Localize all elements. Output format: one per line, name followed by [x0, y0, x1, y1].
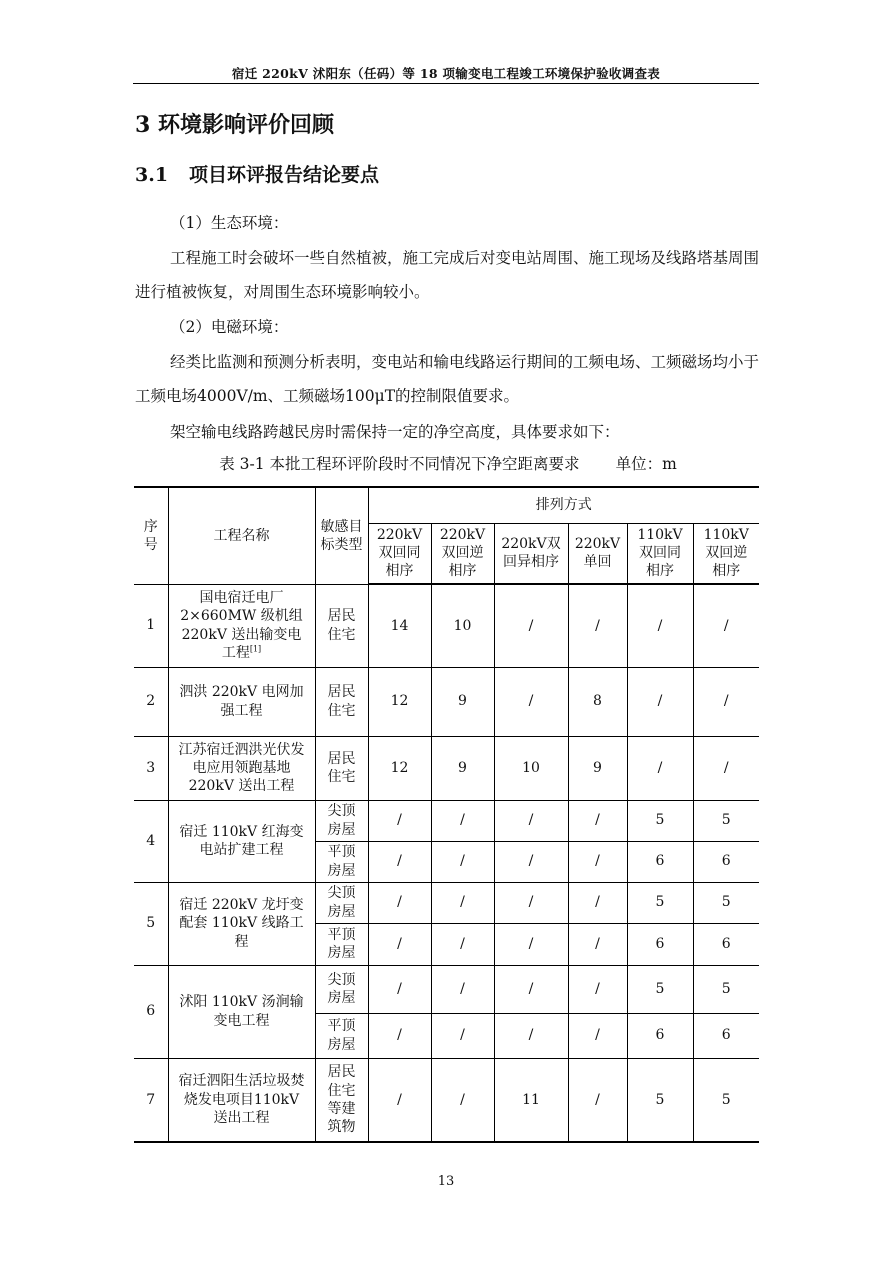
- row-no: 3: [134, 736, 168, 800]
- table-row: [134, 882, 759, 923]
- table-unit: 单位：m: [615, 455, 677, 473]
- row-value-cell: /: [494, 584, 568, 667]
- table-caption: [135, 452, 761, 474]
- project-name-text: 沭阳 110kV 汤涧输变电工程: [179, 994, 304, 1029]
- row-value-cell: 8: [568, 667, 627, 736]
- row-value-cell: 5: [693, 1058, 759, 1142]
- row-value-cell: 5: [627, 1058, 693, 1142]
- row-value-cell: 6: [627, 1013, 693, 1058]
- row-value-cell: /: [368, 800, 431, 841]
- row-value-cell: 5: [693, 800, 759, 841]
- row-project-name: [168, 882, 315, 965]
- row-target-type: 平顶房屋: [315, 923, 368, 965]
- row-project-name: [168, 800, 315, 882]
- row-value-cell: /: [627, 736, 693, 800]
- row-value-cell: 9: [431, 667, 494, 736]
- row-value-cell: /: [568, 1013, 627, 1058]
- row-value-cell: /: [494, 800, 568, 841]
- clearance-paragraph: 架空输电线路跨越民房时需保持一定的净空高度，具体要求如下：: [170, 423, 620, 441]
- subsection-heading: [135, 160, 379, 187]
- row-value-cell: /: [568, 882, 627, 923]
- subsection-title: 项目环评报告结论要点: [189, 164, 380, 186]
- row-value-cell: /: [494, 841, 568, 882]
- row-project-name: [168, 667, 315, 736]
- row-value-cell: 5: [693, 965, 759, 1013]
- row-value-cell: 10: [494, 736, 568, 800]
- row-value-cell: /: [431, 1058, 494, 1142]
- header-project-name: 工程名称: [168, 487, 315, 584]
- row-value-cell: 11: [494, 1058, 568, 1142]
- row-value-cell: 10: [431, 584, 494, 667]
- row-value-cell: /: [368, 965, 431, 1013]
- row-value-cell: /: [431, 800, 494, 841]
- row-value-cell: /: [693, 667, 759, 736]
- row-value-cell: 14: [368, 584, 431, 667]
- table-row: [134, 1058, 759, 1142]
- header-arrangement: 排列方式: [368, 487, 759, 523]
- section-heading: 3 环境影响评价回顾: [135, 112, 334, 138]
- row-value-cell: 6: [693, 841, 759, 882]
- row-project-name: [168, 736, 315, 800]
- row-project-name: [168, 965, 315, 1058]
- row-value-cell: /: [494, 965, 568, 1013]
- project-name-text: 宿迁 220kV 龙圩变配套 110kV 线路工程: [179, 897, 304, 950]
- header-col-4: 220kV单回: [568, 523, 627, 584]
- row-value-cell: /: [368, 841, 431, 882]
- row-value-cell: /: [431, 965, 494, 1013]
- row-value-cell: 6: [627, 923, 693, 965]
- row-value-cell: /: [693, 736, 759, 800]
- row-target-type: 居民住宅: [315, 667, 368, 736]
- project-name-text: 国电宿迁电厂2×660MW 级机组220kV 送出输变电工程: [180, 590, 303, 661]
- page-number: 13: [437, 1174, 455, 1189]
- project-name-text: 江苏宿迁泗洪光伏发电应用领跑基地220kV 送出工程: [178, 741, 305, 795]
- header-col-5: 110kV双回同相序: [627, 523, 693, 584]
- row-no: 6: [134, 965, 168, 1058]
- row-value-cell: 5: [627, 882, 693, 923]
- table-row: [134, 667, 759, 736]
- row-target-type: 尖顶房屋: [315, 882, 368, 923]
- row-value-cell: /: [368, 1013, 431, 1058]
- table-caption-text: 表 3-1 本批工程环评阶段时不同情况下净空距离要求: [219, 455, 580, 473]
- row-target-type: 尖顶房屋: [315, 800, 368, 841]
- row-value-cell: 12: [368, 736, 431, 800]
- project-name-text: 泗洪 220kV 电网加强工程: [179, 684, 304, 719]
- row-project-name: [168, 584, 315, 667]
- row-value-cell: /: [431, 882, 494, 923]
- row-value-cell: /: [568, 841, 627, 882]
- header-no: 序号: [134, 487, 168, 584]
- row-value-cell: 5: [627, 800, 693, 841]
- row-target-type: 居民住宅: [315, 584, 368, 667]
- row-value-cell: /: [627, 667, 693, 736]
- table-row: [134, 965, 759, 1013]
- header-col-1: 220kV双回同相序: [368, 523, 431, 584]
- row-value-cell: /: [568, 1058, 627, 1142]
- row-target-type: 平顶房屋: [315, 841, 368, 882]
- header-col-2: 220kV双回逆相序: [431, 523, 494, 584]
- em-paragraph: 经类比监测和预测分析表明，变电站和输电线路运行期间的工频电场、工频磁场均小于工频电场4000V/m、工频磁场100μT的控制限值要求。: [135, 353, 760, 405]
- row-value-cell: /: [368, 882, 431, 923]
- row-value-cell: 5: [627, 965, 693, 1013]
- row-value-cell: /: [568, 800, 627, 841]
- row-value-cell: 9: [431, 736, 494, 800]
- table-row: [134, 736, 759, 800]
- row-value-cell: /: [693, 584, 759, 667]
- row-target-type: 居民住宅等建筑物: [315, 1058, 368, 1142]
- row-value-cell: /: [568, 923, 627, 965]
- row-no: 5: [134, 882, 168, 965]
- row-value-cell: 5: [693, 882, 759, 923]
- table-header-row: [134, 487, 759, 523]
- row-target-type: 平顶房屋: [315, 1013, 368, 1058]
- row-no: 4: [134, 800, 168, 882]
- header-target-type: 敏感目标类型: [315, 487, 368, 584]
- row-value-cell: 6: [627, 841, 693, 882]
- row-value-cell: 9: [568, 736, 627, 800]
- row-project-name: [168, 1058, 315, 1142]
- clearance-table: [134, 486, 759, 1143]
- row-no: 1: [134, 584, 168, 667]
- eco-subheading: （1）生态环境：: [170, 214, 289, 232]
- row-target-type: 居民住宅: [315, 736, 368, 800]
- row-value-cell: /: [431, 841, 494, 882]
- em-subheading: （2）电磁环境：: [170, 318, 289, 336]
- row-value-cell: /: [494, 882, 568, 923]
- header-divider: [133, 83, 759, 84]
- table-row: [134, 584, 759, 667]
- row-value-cell: /: [431, 923, 494, 965]
- row-value-cell: /: [368, 1058, 431, 1142]
- header-col-6: 110kV双回逆相序: [693, 523, 759, 584]
- row-value-cell: /: [431, 1013, 494, 1058]
- running-header: 宿迁 220kV 沭阳东（任码）等 18 项输变电工程竣工环境保护验收调查表: [231, 66, 661, 81]
- row-value-cell: 12: [368, 667, 431, 736]
- row-value-cell: /: [368, 923, 431, 965]
- row-no: 2: [134, 667, 168, 736]
- table-row: [134, 800, 759, 841]
- row-value-cell: /: [568, 965, 627, 1013]
- reference-mark: [1]: [249, 644, 262, 654]
- row-value-cell: /: [568, 584, 627, 667]
- project-name-text: 宿迁 110kV 红海变电站扩建工程: [179, 823, 304, 858]
- subsection-number: 3.1: [135, 164, 169, 186]
- row-value-cell: /: [627, 584, 693, 667]
- row-value-cell: /: [494, 923, 568, 965]
- row-no: 7: [134, 1058, 168, 1142]
- row-value-cell: 6: [693, 1013, 759, 1058]
- row-value-cell: /: [494, 1013, 568, 1058]
- header-col-3: 220kV双回异相序: [494, 523, 568, 584]
- eco-paragraph: 工程施工时会破坏一些自然植被，施工完成后对变电站周围、施工现场及线路塔基周围进行植被恢复，对周围生态环境影响较小。: [135, 249, 760, 301]
- project-name-text: 宿迁泗阳生活垃圾焚烧发电项目110kV 送出工程: [178, 1073, 305, 1126]
- row-value-cell: 6: [693, 923, 759, 965]
- row-value-cell: /: [494, 667, 568, 736]
- row-target-type: 尖顶房屋: [315, 965, 368, 1013]
